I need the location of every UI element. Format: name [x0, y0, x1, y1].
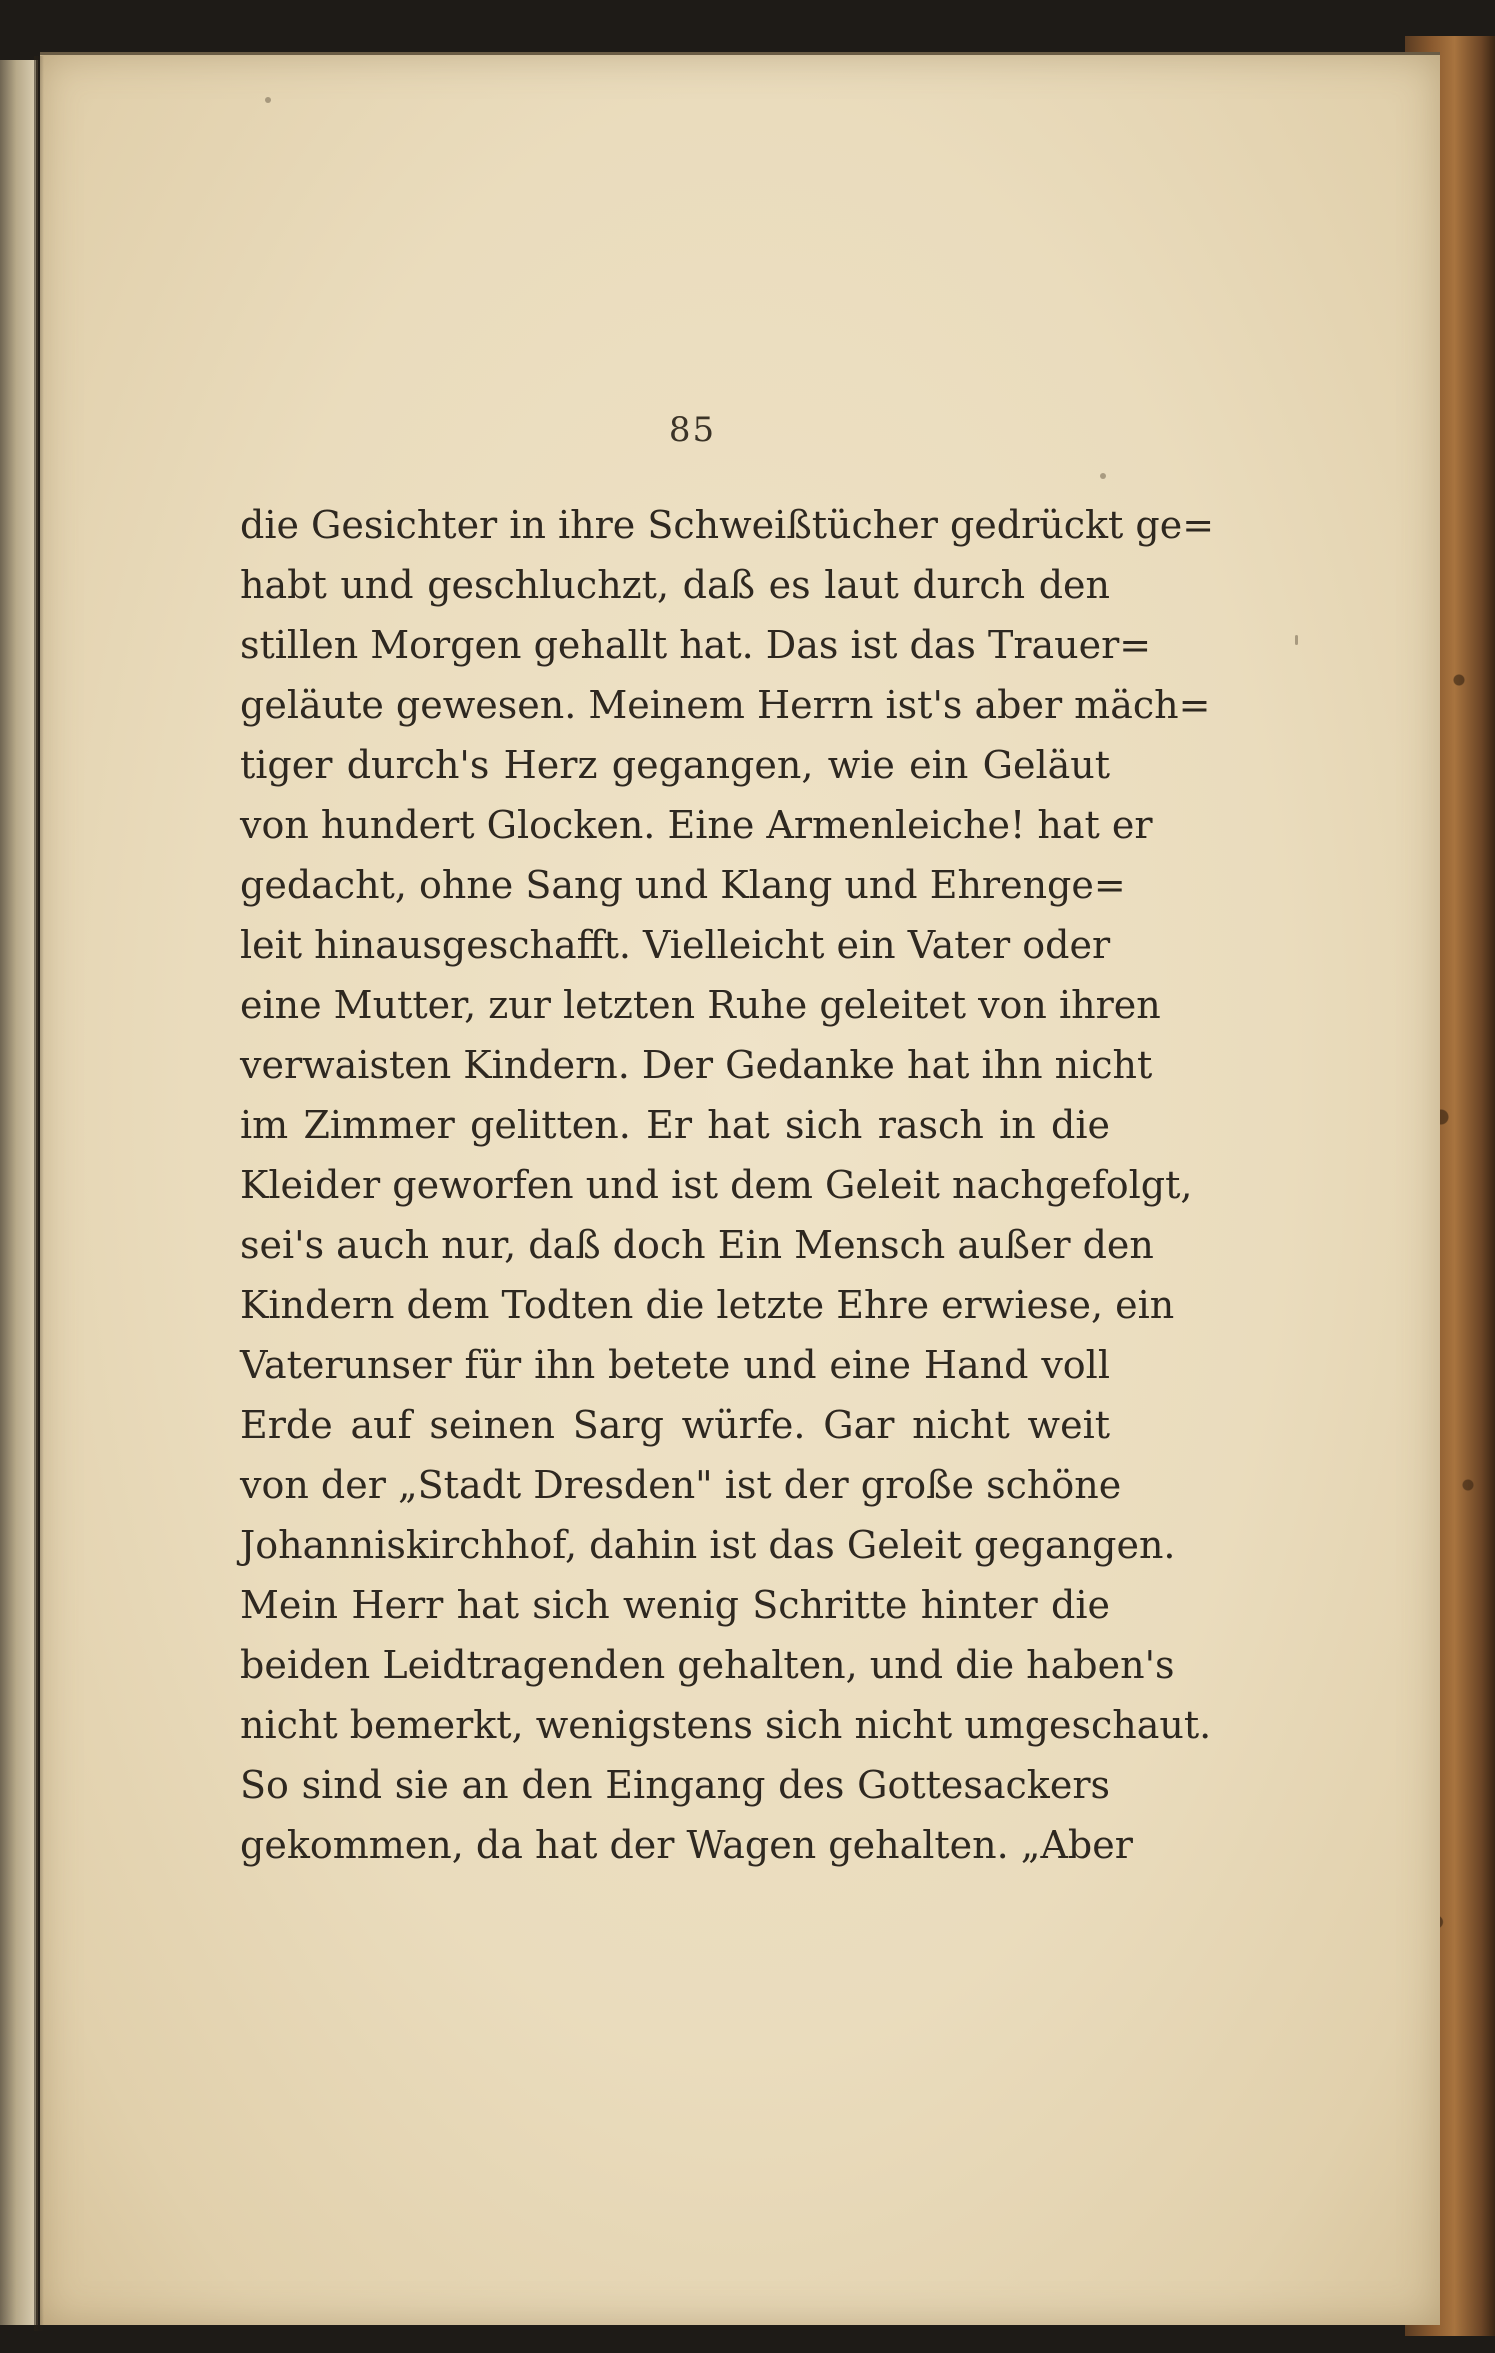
text-line: von hundert Glocken. Eine Armenleiche! hat er — [240, 803, 1153, 847]
paper-speck — [265, 97, 271, 103]
text-line: So sind sie an den Eingang des Gottesackers — [240, 1763, 1110, 1807]
text-line: Kleider geworfen und ist dem Geleit nachgefolgt, — [240, 1163, 1193, 1207]
text-line: Erde auf seinen Sarg würfe. Gar nicht weit — [240, 1403, 1110, 1447]
text-line: eine Mutter, zur letzten Ruhe geleitet von ihren — [240, 983, 1161, 1027]
text-line: leit hinausgeschafft. Vielleicht ein Vater oder — [240, 923, 1111, 967]
facing-page-edge — [0, 60, 38, 2325]
paper-speck — [1100, 473, 1106, 479]
text-line: Johanniskirchhof, dahin ist das Geleit gegangen. — [240, 1523, 1176, 1567]
text-line: Mein Herr hat sich wenig Schritte hinter die — [240, 1583, 1110, 1627]
text-line: stillen Morgen gehallt hat. Das ist das Trauer= — [240, 623, 1152, 667]
text-line: habt und geschluchzt, daß es laut durch den — [240, 563, 1110, 607]
text-line: Kindern dem Todten die letzte Ehre erwiese, ein — [240, 1283, 1175, 1327]
text-line: tiger durch's Herz gegangen, wie ein Geläut — [240, 743, 1110, 787]
text-line: gekommen, da hat der Wagen gehalten. „Aber — [240, 1823, 1133, 1867]
text-line: im Zimmer gelitten. Er hat sich rasch in die — [240, 1103, 1110, 1147]
text-line: verwaisten Kindern. Der Gedanke hat ihn nicht — [240, 1043, 1153, 1087]
paper-speck — [1295, 635, 1298, 645]
text-line: sei's auch nur, daß doch Ein Mensch außer den — [240, 1223, 1154, 1267]
text-line: die Gesichter in ihre Schweißtücher gedrückt ge= — [240, 503, 1215, 547]
text-line: Vaterunser für ihn betete und eine Hand voll — [240, 1343, 1110, 1387]
text-line: nicht bemerkt, wenigstens sich nicht umgeschaut. — [240, 1703, 1212, 1747]
page-number: 85 — [668, 410, 717, 450]
book-page — [40, 52, 1440, 2325]
text-line: beiden Leidtragenden gehalten, und die haben's — [240, 1643, 1175, 1687]
spine-shadow — [34, 56, 44, 2331]
text-line: geläute gewesen. Meinem Herrn ist's aber mäch= — [240, 683, 1211, 727]
page-body-text — [240, 495, 1215, 1875]
text-line: gedacht, ohne Sang und Klang und Ehrenge= — [240, 863, 1126, 907]
text-line: von der „Stadt Dresden" ist der große schöne — [240, 1463, 1122, 1507]
